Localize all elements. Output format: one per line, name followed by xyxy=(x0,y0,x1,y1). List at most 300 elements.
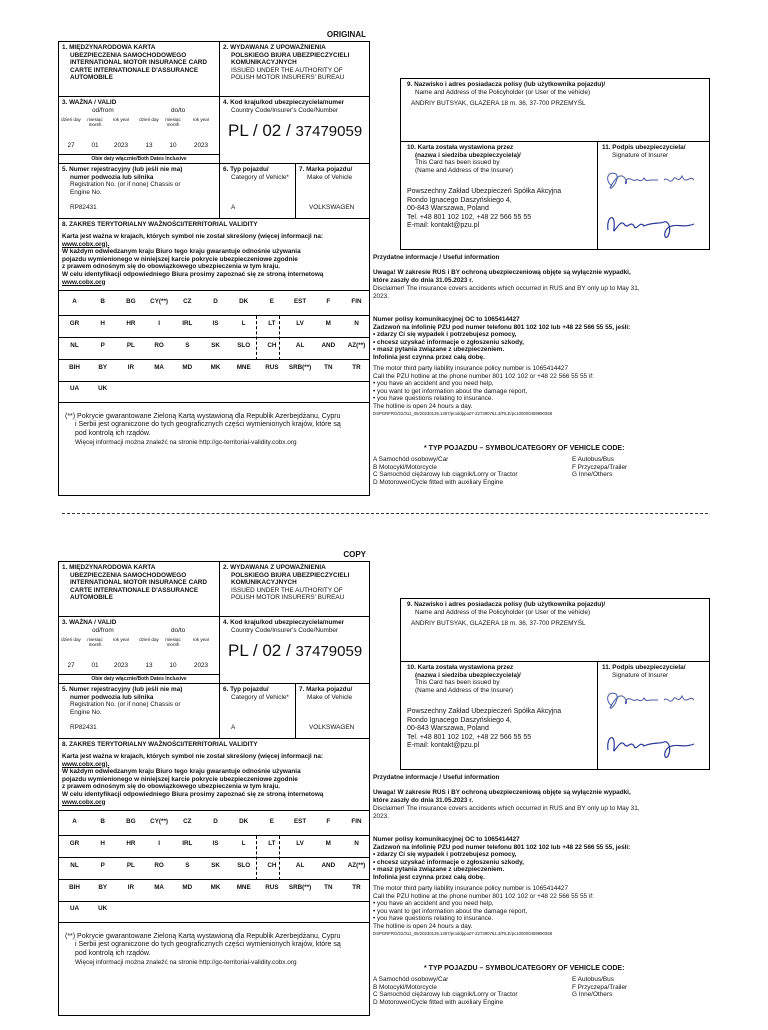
country-code-p: P xyxy=(100,342,105,349)
validity-from: od/from xyxy=(92,107,114,114)
green-card-left xyxy=(58,41,370,496)
copy-label: ORIGINAL xyxy=(326,30,366,39)
pl-info-line: • chcesz uzyskać informacje o zgłoszeniu szkody, xyxy=(373,338,524,346)
territorial-text-line: pojazdu wymienionego w niniejszej karcie pokrycie ubezpieczeniowe zgodnie xyxy=(62,255,298,263)
country-code-tn: TN xyxy=(324,884,333,891)
country-code-l: L xyxy=(241,320,246,327)
country-code-az: AZ(**) xyxy=(347,342,366,349)
country-code-by: BY xyxy=(98,364,108,371)
country-code-fin: FIN xyxy=(351,818,362,825)
box-9-subtitle: Name and Address of the Policyholder (or User of the vehicle) xyxy=(415,88,591,96)
box-2 xyxy=(220,42,369,97)
footnote xyxy=(65,413,365,438)
box-7-line: 7. Marka pojazdu/ xyxy=(299,166,353,173)
country-code-b: B xyxy=(100,298,105,305)
disclaimer-line: Disclaimer! The insurance covers accidents which occurred in RUS and BY only up to May 31, xyxy=(373,285,640,292)
box-6-category xyxy=(220,164,296,219)
cobx-link: www.cobx.org xyxy=(62,798,106,806)
box-8-title: 8. ZAKRES TERYTORIALNY WAŻNOŚCI/TERRITORIAL VALIDITY xyxy=(62,221,258,228)
cobx-link: www.cobx.org). xyxy=(62,760,110,768)
en-info-line: Call the PZU hotline at the phone number 801 102 102 or +48 22 566 55 55 if: xyxy=(373,372,594,380)
country-code-fin: FIN xyxy=(351,298,362,305)
country-code-al: AL xyxy=(295,342,305,349)
country-code-rus: RUS xyxy=(265,884,279,891)
country-grid-line xyxy=(59,879,369,880)
box-2-line: POLISH MOTOR INSURERS' BUREAU xyxy=(231,594,345,602)
box-11-line: Signature of Insurer xyxy=(612,671,669,679)
country-code-cz: CZ xyxy=(183,818,192,825)
box-5-line: 5. Numer rejestracyjny (lub jeśli nie ma) xyxy=(62,686,183,693)
insurer-line: 00-843 Warszawa, Poland xyxy=(407,205,489,213)
box-1-line: INTERNATIONAL MOTOR INSURANCE CARD xyxy=(70,59,208,67)
box-9-title: 9. Nazwisko i adres posiadacza polisy (lub użytkownika pojazdu)/ xyxy=(407,81,606,88)
green-card-section xyxy=(0,550,768,1030)
insurer-line: Rondo Ignacego Daszyńskiego 4, xyxy=(407,196,512,204)
country-code-e: E xyxy=(269,298,274,305)
insurer-line: Tel. +48 801 102 102, +48 22 566 55 55 xyxy=(407,733,532,741)
box-8-text xyxy=(62,233,366,286)
country-grid-line xyxy=(59,835,369,836)
country-code-slo: SLO xyxy=(237,342,251,349)
country-grid-line xyxy=(59,402,369,403)
date-value: 2023 xyxy=(193,142,209,149)
box-4-code xyxy=(220,97,369,164)
insurer-code-number: 02 xyxy=(262,121,282,140)
pl-info-line: • masz pytania związane z ubezpieczeniem. xyxy=(373,346,505,354)
country-code-dk: DK xyxy=(239,818,249,825)
territorial-text-line: Karta jest ważna w krajach, których symbol nie został skreślony (więcej informacji na: xyxy=(62,233,324,240)
country-code-nl: NL xyxy=(70,342,79,349)
box-2-line: KOMUNIKACYJNYCH xyxy=(231,59,297,67)
vehicle-type: E Autobus/Bus xyxy=(572,456,614,463)
en-info-line: The hotline is open 24 hours a day. xyxy=(373,402,473,410)
date-value: 2023 xyxy=(193,662,209,669)
pl-info-line: • chcesz uzyskać informacje o zgłoszeniu szkody, xyxy=(373,858,524,866)
registration-number: RP82431 xyxy=(70,724,97,732)
dates-divider xyxy=(59,154,219,155)
date-header: dzień day xyxy=(61,117,81,122)
box-10-line: (Name and Address of the Insurer) xyxy=(415,166,514,174)
registration-number: RP82431 xyxy=(70,204,97,212)
country-grid-line xyxy=(59,381,369,382)
box-6-line: 6. Typ pojazdu/ xyxy=(223,686,269,693)
vehicle-type: C Samochód ciężarowy lub ciągnik/Lorry or Tractor xyxy=(373,991,518,999)
box-6-line: 6. Typ pojazdu/ xyxy=(223,166,269,173)
box-5-line: Engine No. xyxy=(70,708,102,716)
country-code-tr: TR xyxy=(352,364,361,371)
country-code-f: F xyxy=(326,818,331,825)
vehicle-types-left xyxy=(373,456,518,486)
pl-info-line: Infolinia jest czynna przez całą dobę. xyxy=(373,353,485,361)
country-code-e: E xyxy=(269,818,274,825)
territorial-text-line: W każdym odwiedzanym kraju Biuro tego kraju gwarantuje odnośnie używania xyxy=(62,768,301,776)
box-10-line: 10. Karta została wystawiona przez xyxy=(407,144,514,151)
vehicle-types-left xyxy=(373,976,518,1006)
country-code-cz: CZ xyxy=(183,298,192,305)
country-code-tn: TN xyxy=(324,364,333,371)
box-10-line: (Name and Address of the Insurer) xyxy=(415,686,514,694)
box-7-line: 7. Marka pojazdu/ xyxy=(299,686,353,693)
territorial-text-line: W celu identyfikacji odpowiedniego Biura prosimy zapoznać się ze stroną internetową xyxy=(62,790,324,798)
country-code-mne: MNE xyxy=(236,884,251,891)
box-1 xyxy=(59,42,220,97)
box-1 xyxy=(59,562,220,617)
country-code-ro: RO xyxy=(154,862,164,869)
vehicle-category: A xyxy=(231,724,236,732)
english-hotline-info xyxy=(373,365,713,411)
en-info-line: • you have questions relating to insurance. xyxy=(373,915,494,923)
validity-title: 3. WAŻNA / VALID xyxy=(62,99,117,106)
insurer-line: 00-843 Warszawa, Poland xyxy=(407,725,489,733)
rus-by-warning xyxy=(373,789,713,804)
country-code-f: F xyxy=(326,298,331,305)
date-value: 10 xyxy=(169,142,177,149)
date-value: 27 xyxy=(67,142,75,149)
code-separator: / xyxy=(248,641,263,660)
country-code-uk: UK xyxy=(98,905,108,912)
box-11-signature xyxy=(598,142,710,250)
signature-2-image xyxy=(602,208,702,244)
country-code-d: D xyxy=(213,298,218,305)
country-code-m: M xyxy=(325,320,331,327)
pl-info-line: Numer polisy komunikacyjnej OC to 1065414427 xyxy=(373,836,520,843)
date-value: 01 xyxy=(91,142,99,149)
country-code-bg: BG xyxy=(126,818,136,825)
country-code-h: H xyxy=(100,320,105,327)
country-code-pl: PL xyxy=(126,342,135,349)
country-code-est: EST xyxy=(293,818,307,825)
country-code-gr: GR xyxy=(69,320,80,327)
box-10-line: This Card has been issued by xyxy=(415,159,500,167)
country-code-i: I xyxy=(158,320,160,327)
card-number: 37479059 xyxy=(295,643,363,660)
country-code-is: IS xyxy=(212,840,219,847)
country-code-bg: BG xyxy=(126,298,136,305)
useful-info-title: Przydatne informacje / Useful information xyxy=(373,774,500,781)
box-4-title: 4. Kod kraju/kod ubezpieczyciela/numer xyxy=(223,99,345,106)
vehicle-make: VOLKSWAGEN xyxy=(309,724,355,732)
ch-dashed-box xyxy=(256,836,280,880)
rus-by-disclaimer xyxy=(373,285,713,300)
insurer-line: Tel. +48 801 102 102, +48 22 566 55 55 xyxy=(407,213,532,221)
box-5-line: Registration No. (or if none) Chassis or xyxy=(70,181,181,189)
box-4-code xyxy=(220,617,369,684)
green-card-section xyxy=(0,30,768,510)
country-code-ch: CH xyxy=(267,342,277,349)
country-code-az: AZ(**) xyxy=(347,862,366,869)
territorial-text-line: z prawem odnośnym się do obowiązkowego ubezpieczenia w tym kraju. xyxy=(62,263,281,271)
country-code-sk: SK xyxy=(211,862,220,869)
footnote-line: pod kontrolą ich rządów. xyxy=(75,429,151,437)
date-value: 01 xyxy=(91,662,99,669)
insurer-line: E-mail: kontakt@pzu.pl xyxy=(407,222,480,229)
en-info-line: • you have an accident and you need help, xyxy=(373,380,494,388)
country-code-i: I xyxy=(158,840,160,847)
box-11-line: Signature of Insurer xyxy=(612,151,669,159)
footnote-line: i Serbii jest ograniczone do tych geograficznych części wymienionych krajów, które są xyxy=(75,941,341,949)
country-code-slo: SLO xyxy=(237,862,251,869)
territorial-text-line: pojazdu wymienionego w niniejszej karcie pokrycie ubezpieczeniowe zgodnie xyxy=(62,775,298,783)
policyholder: ANDRIY BUTSYAK, GLAZERA 18 m. 36, 37-700 PRZEMYŚL xyxy=(411,620,586,628)
country-code-ch: CH xyxy=(267,862,277,869)
country-code-b: B xyxy=(100,818,105,825)
vehicle-make: VOLKSWAGEN xyxy=(309,204,355,212)
box-2-line: POLSKIEGO BIURA UBEZPIECZYCIELI xyxy=(231,51,350,59)
date-value: 2023 xyxy=(113,142,129,149)
code-separator: / xyxy=(248,121,263,140)
document-code: DSPGRFRO/22/311_05/20230126.1357/proddppu07-227390761.3/FILE/pc100000459990358 xyxy=(373,411,553,416)
country-code-al: AL xyxy=(295,862,305,869)
date-header: rok year xyxy=(112,637,130,642)
box-1-line: CARTE INTERNATIONALE D'ASSURANCE xyxy=(70,66,199,74)
vehicle-type: G Inne/Others xyxy=(572,991,613,999)
card-number: 37479059 xyxy=(295,123,363,140)
box-8-territorial xyxy=(59,739,369,1015)
pl-info-line: Zadzwoń na infolinię PZU pod numer telefonu 801 102 102 lub +48 22 566 55 55, jeśli: xyxy=(373,323,631,331)
box-4-subtitle: Country Code/Insurer's Code/Number xyxy=(231,107,339,114)
country-code-d: D xyxy=(213,818,218,825)
disclaimer-line: Disclaimer! The insurance covers accidents which occurred in RUS and BY only up to May 31, xyxy=(373,805,640,812)
territorial-text-line: z prawem odnośnym się do obowiązkowego ubezpieczenia w tym kraju. xyxy=(62,783,281,791)
box-5-line: Engine No. xyxy=(70,188,102,196)
country-code-hr: HR xyxy=(126,840,136,847)
country-grid-line xyxy=(59,922,369,923)
country-code: PL xyxy=(228,121,249,140)
box-4-title: 4. Kod kraju/kod ubezpieczyciela/numer xyxy=(223,619,345,626)
box-2-line: KOMUNIKACYJNYCH xyxy=(231,579,297,587)
validity-from: od/from xyxy=(92,627,114,634)
box-10-line: (nazwa i siedziba ubezpieczyciela)/ xyxy=(415,151,521,159)
date-value: 27 xyxy=(67,662,75,669)
box-9-title: 9. Nazwisko i adres posiadacza polisy (lub użytkownika pojazdu)/ xyxy=(407,601,606,608)
box-7-make xyxy=(296,164,369,219)
date-header: miesiąc month xyxy=(165,637,181,648)
date-header: rok year xyxy=(192,117,210,122)
country-code-hr: HR xyxy=(126,320,136,327)
date-header: miesiąc month xyxy=(87,637,103,648)
box-7-line: Make of Vehicle xyxy=(307,173,353,181)
box-2-line: ISSUED UNDER THE AUTHORITY OF xyxy=(231,586,343,594)
box-1-line: 1. MIĘDZYNARODOWA KARTA xyxy=(62,564,156,571)
date-value: 13 xyxy=(145,662,153,669)
warning-line: Uwaga! W zakresie RUS i BY ochroną ubezpieczeniową objęte są wyłącznie wypadki, xyxy=(373,269,631,276)
vehicle-type-title: * TYP POJAZDU – SYMBOL/CATEGORY OF VEHICLE CODE: xyxy=(424,445,625,452)
country-codes-grid xyxy=(59,294,369,404)
box-5-line: numer podwozia lub silnika xyxy=(70,693,154,701)
vehicle-type: F Przyczepa/Trailer xyxy=(572,983,628,991)
box-6-line: Category of Vehicle* xyxy=(231,173,289,181)
country-code-irl: IRL xyxy=(182,840,193,847)
validity-to: do/to xyxy=(171,627,186,634)
box-5-line: 5. Numer rejestracyjny (lub jeśli nie ma) xyxy=(62,166,183,173)
insurer-code xyxy=(228,641,362,661)
polish-hotline-info xyxy=(373,836,713,882)
country-code-pl: PL xyxy=(126,862,135,869)
both-dates-note: Obie daty włącznie/Both Dates Inclusive xyxy=(91,156,187,162)
box-6-line: Category of Vehicle* xyxy=(231,693,289,701)
country-code: PL xyxy=(228,641,249,660)
country-code-irl: IRL xyxy=(182,320,193,327)
territorial-text-line: W każdym odwiedzanym kraju Biuro tego kraju gwarantuje odnośnie używania xyxy=(62,248,301,256)
country-code-ir: IR xyxy=(127,364,135,371)
insurer-line: Rondo Ignacego Daszyńskiego 4, xyxy=(407,716,512,724)
footnote-line: (**) Pokrycie gwarantowane Zieloną Kartą wystawioną dla Republik Azerbejdżanu, Cypru xyxy=(65,933,341,940)
country-grid-line xyxy=(59,857,369,858)
box-9-policyholder xyxy=(400,598,710,662)
country-code-a: A xyxy=(72,298,77,305)
box-5-line: numer podwozia lub silnika xyxy=(70,173,154,181)
country-grid-line xyxy=(59,315,369,316)
green-card-right xyxy=(373,30,710,510)
country-code-and: AND xyxy=(321,862,336,869)
vehicle-type: A Samochód osobowy/Car xyxy=(373,456,449,463)
country-codes-grid xyxy=(59,814,369,924)
insurer-code xyxy=(228,121,362,141)
green-card-left xyxy=(58,561,370,1016)
vehicle-type: C Samochód ciężarowy lub ciągnik/Lorry or Tractor xyxy=(373,471,518,479)
footnote-line: pod kontrolą ich rządów. xyxy=(75,949,151,957)
country-code-cy: CY(**) xyxy=(150,298,169,305)
country-code-dk: DK xyxy=(239,298,249,305)
box-8-text xyxy=(62,753,366,806)
vehicle-type: B Motocykl/Motorcycle xyxy=(373,983,437,991)
en-info-line: • you have an accident and you need help, xyxy=(373,900,494,908)
territorial-text-line: W celu identyfikacji odpowiedniego Biura prosimy zapoznać się ze stroną internetową xyxy=(62,270,324,278)
country-code-srb: SRB(**) xyxy=(288,884,312,891)
box-1-line: CARTE INTERNATIONALE D'ASSURANCE xyxy=(70,586,199,594)
country-code-gr: GR xyxy=(69,840,80,847)
cobx-link: www.cobx.org). xyxy=(62,240,110,248)
country-code-sk: SK xyxy=(211,342,220,349)
territorial-text-line: Karta jest ważna w krajach, których symbol nie został skreślony (więcej informacji na: xyxy=(62,753,324,760)
signature-1-image xyxy=(602,688,702,714)
insurer-address xyxy=(407,188,591,230)
vehicle-type: G Inne/Others xyxy=(572,471,613,479)
validity-title: 3. WAŻNA / VALID xyxy=(62,619,117,626)
box-1-line: AUTOMOBILE xyxy=(70,594,113,602)
country-code-srb: SRB(**) xyxy=(288,364,312,371)
box-7-make xyxy=(296,684,369,739)
pl-info-line: Infolinia jest czynna przez całą dobę. xyxy=(373,873,485,881)
vehicle-type: F Przyczepa/Trailer xyxy=(572,463,628,471)
country-grid-line xyxy=(59,810,369,811)
box-1-line: UBEZPIECZENIA SAMOCHODOWEGO xyxy=(70,571,187,579)
country-code-mk: MK xyxy=(210,884,221,891)
box-2 xyxy=(220,562,369,617)
signature-1-image xyxy=(602,168,702,194)
country-code-n: N xyxy=(354,840,359,847)
useful-info-title: Przydatne informacje / Useful information xyxy=(373,254,500,261)
country-code-s: S xyxy=(185,862,190,869)
box-10-line: This Card has been issued by xyxy=(415,679,500,687)
vehicle-types-right xyxy=(572,456,627,479)
date-header: dzień day xyxy=(139,117,159,122)
english-hotline-info xyxy=(373,885,713,931)
en-info-line: The hotline is open 24 hours a day. xyxy=(373,922,473,930)
vehicle-type: B Motocykl/Motorcycle xyxy=(373,463,437,471)
country-code-md: MD xyxy=(182,364,193,371)
country-code-h: H xyxy=(100,840,105,847)
box-10-line: (nazwa i siedziba ubezpieczyciela)/ xyxy=(415,671,521,679)
signature-2-image xyxy=(602,728,702,764)
country-code-ua: UA xyxy=(69,385,80,392)
country-code-mk: MK xyxy=(210,364,221,371)
box-11-line: 11. Podpis ubezpieczyciela/ xyxy=(602,664,686,671)
pl-info-line: Zadzwoń na infolinię PZU pod numer telefonu 801 102 102 lub +48 22 566 55 55, jeśli: xyxy=(373,843,631,851)
country-code-ua: UA xyxy=(69,905,80,912)
both-dates-note: Obie daty włącznie/Both Dates Inclusive xyxy=(91,676,187,682)
polish-hotline-info xyxy=(373,316,713,362)
box-6-category xyxy=(220,684,296,739)
country-code-bih: BIH xyxy=(69,884,80,891)
document-code: DSPGRFRO/22/311_05/20230126.1357/proddppu07-227390761.3/FILE/pc100000459990358 xyxy=(373,931,553,936)
country-code-tr: TR xyxy=(352,884,361,891)
pl-info-line: • zdarzy Ci się wypadek i potrzebujesz pomocy, xyxy=(373,331,517,339)
more-info: Więcej informacji można znaleźć na stronie http://gc-territorial-validity.cobx.org xyxy=(75,959,297,966)
box-4-subtitle: Country Code/Insurer's Code/Number xyxy=(231,627,339,634)
footnote-line: (**) Pokrycie gwarantowane Zieloną Kartą wystawioną dla Republik Azerbejdżanu, Cypru xyxy=(65,413,341,420)
footnote-line: i Serbii jest ograniczone do tych geograficznych części wymienionych krajów, które są xyxy=(75,421,341,429)
country-code-est: EST xyxy=(293,298,307,305)
box-5-registration xyxy=(59,164,220,219)
country-code-uk: UK xyxy=(98,385,108,392)
box-10-line: 10. Karta została wystawiona przez xyxy=(407,664,514,671)
disclaimer-line: 2023. xyxy=(373,812,389,820)
rus-by-warning xyxy=(373,269,713,284)
box-1-line: AUTOMOBILE xyxy=(70,74,113,82)
date-header: miesiąc month xyxy=(165,117,181,128)
box-8-territorial xyxy=(59,219,369,495)
box-2-line: 2. WYDAWANA Z UPOWAŻNIENIA xyxy=(223,564,326,571)
vehicle-type: D Motorower/Cycle fitted with auxiliary Engine xyxy=(373,998,503,1006)
code-separator: / xyxy=(281,641,296,660)
country-code-lv: LV xyxy=(296,320,304,327)
box-5-registration xyxy=(59,684,220,739)
pl-info-line: • masz pytania związane z ubezpieczeniem. xyxy=(373,866,505,874)
disclaimer-line: 2023. xyxy=(373,292,389,300)
date-value: 10 xyxy=(169,662,177,669)
box-9-policyholder xyxy=(400,78,710,142)
rus-by-disclaimer xyxy=(373,805,713,820)
validity-to: do/to xyxy=(171,107,186,114)
box-1-line: INTERNATIONAL MOTOR INSURANCE CARD xyxy=(70,579,208,587)
box-11-line: 11. Podpis ubezpieczyciela/ xyxy=(602,144,686,151)
box-11-signature xyxy=(598,662,710,770)
vehicle-type: D Motorower/Cycle fitted with auxiliary Engine xyxy=(373,478,503,486)
cobx-link: www.cobx.org xyxy=(62,278,106,286)
ch-dashed-box xyxy=(256,316,280,360)
country-code-a: A xyxy=(72,818,77,825)
en-info-line: The motor third party liability insurance policy number is 1065414427 xyxy=(373,885,569,892)
box-2-line: 2. WYDAWANA Z UPOWAŻNIENIA xyxy=(223,44,326,51)
vehicle-type: E Autobus/Bus xyxy=(572,976,614,983)
cut-line xyxy=(62,513,708,514)
date-value: 13 xyxy=(145,142,153,149)
dates-divider xyxy=(59,674,219,675)
date-header: dzień day xyxy=(139,637,159,642)
country-code-mne: MNE xyxy=(236,364,251,371)
date-value: 2023 xyxy=(113,662,129,669)
insurer-line: E-mail: kontakt@pzu.pl xyxy=(407,742,480,749)
more-info: Więcej informacji można znaleźć na stronie http://gc-territorial-validity.cobx.org xyxy=(75,439,297,446)
en-info-line: • you have questions relating to insurance. xyxy=(373,395,494,403)
country-code-rus: RUS xyxy=(265,364,279,371)
country-code-lt: LT xyxy=(268,320,276,327)
copy-label: COPY xyxy=(343,550,366,559)
box-2-line: POLISH MOTOR INSURERS' BUREAU xyxy=(231,74,345,82)
box-1-line: UBEZPIECZENIA SAMOCHODOWEGO xyxy=(70,51,187,59)
insurer-line: Powszechny Zakład Ubezpieczeń Spółka Akcyjna xyxy=(407,708,562,716)
